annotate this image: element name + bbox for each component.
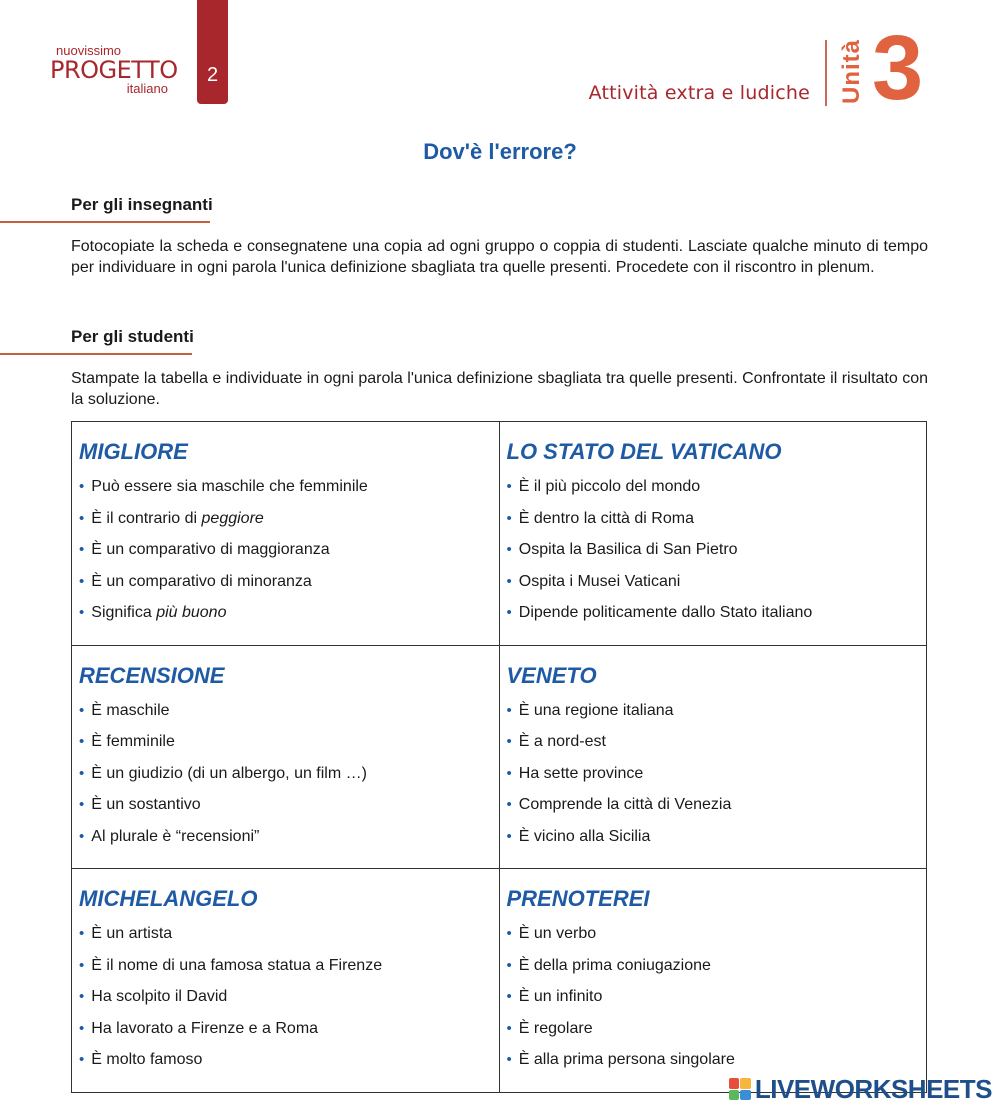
bullet-icon: • — [506, 701, 512, 719]
definition-text: Ha sette province — [518, 764, 644, 782]
definition-text: Al plurale è “recensioni” — [91, 827, 260, 845]
bullet-icon: • — [79, 541, 85, 558]
logo-bottom-text: italiano — [126, 81, 168, 96]
students-heading: Per gli studenti — [71, 327, 194, 346]
bullet-icon: • — [506, 827, 512, 845]
bullet-icon: • — [506, 604, 512, 621]
bullet-icon: • — [79, 478, 85, 495]
definition-item[interactable] — [79, 503, 493, 535]
definition-text: È a nord-est — [518, 733, 606, 751]
word-title: MICHELANGELO — [79, 886, 258, 912]
bullet-icon: • — [506, 1051, 512, 1069]
bullet-icon: • — [79, 509, 85, 527]
definition-item[interactable] — [79, 981, 493, 1013]
definition-item[interactable] — [507, 758, 921, 790]
definition-item[interactable] — [507, 918, 921, 950]
definition-item[interactable] — [507, 597, 921, 629]
teachers-instructions: Fotocopiate la scheda e consegnatene una copia ad ogni gruppo o coppia di studenti. Lasciate qualche minuto di tempo per individuare in ogni parola l'unica definizione sbagliata tra quelle presenti. Procedete con il riscontro in plenum. — [71, 238, 928, 276]
definition-text: È un comparativo di maggioranza — [91, 541, 330, 558]
unit-label: Unità — [838, 39, 865, 104]
bullet-icon: • — [506, 764, 512, 782]
definition-text: Ospita la Basilica di San Pietro — [518, 541, 738, 558]
definition-text: È molto famoso — [91, 1051, 203, 1069]
word-title: LO STATO DEL VATICANO — [506, 439, 782, 464]
definition-text: Significa — [91, 604, 157, 621]
bullet-icon: • — [79, 733, 85, 751]
bullet-icon: • — [506, 572, 512, 590]
definition-list — [79, 918, 493, 1076]
bullet-icon: • — [506, 796, 512, 814]
bullet-icon: • — [79, 1051, 85, 1069]
page-title: Dov'è l'errore? — [423, 139, 577, 164]
bullet-icon: • — [506, 509, 512, 527]
definition-item[interactable] — [79, 1044, 493, 1076]
bullet-icon: • — [79, 604, 85, 621]
definition-text: È un infinito — [518, 988, 603, 1006]
definition-item[interactable] — [507, 726, 921, 758]
section-title: Attività extra e ludiche — [588, 82, 810, 104]
definition-item[interactable] — [507, 821, 921, 853]
word-cell — [72, 422, 500, 646]
definition-item[interactable] — [79, 726, 493, 758]
definition-item[interactable] — [79, 789, 493, 821]
definition-text: È regolare — [518, 1019, 593, 1037]
volume-tab — [197, 0, 228, 104]
definition-list — [79, 471, 493, 629]
definition-item[interactable] — [507, 566, 921, 598]
word-cell — [499, 869, 927, 1093]
word-title: MIGLIORE — [79, 439, 188, 464]
definition-text: Comprende la città di Venezia — [518, 796, 732, 814]
definition-item[interactable] — [79, 821, 493, 853]
definition-item[interactable] — [79, 566, 493, 598]
bullet-icon: • — [506, 925, 512, 943]
bullet-icon: • — [79, 701, 85, 719]
definition-item[interactable] — [507, 695, 921, 727]
definition-item[interactable] — [79, 918, 493, 950]
definition-text: È un giudizio (di un albergo, un film …) — [91, 764, 367, 782]
definition-text: È dentro la città di Roma — [518, 509, 694, 527]
publisher-logo — [50, 44, 180, 96]
definition-list — [507, 471, 921, 629]
teachers-heading-rule — [0, 221, 210, 223]
unit-number: 3 — [872, 17, 924, 119]
definition-text: È un verbo — [518, 925, 597, 943]
definition-list — [507, 918, 921, 1076]
definition-emphasis: peggiore — [201, 509, 264, 527]
bullet-icon: • — [79, 988, 85, 1006]
definition-text: Dipende politicamente dallo Stato italiano — [518, 604, 813, 621]
bullet-icon: • — [506, 478, 512, 495]
students-heading-rule — [0, 353, 192, 355]
definition-text: È un comparativo di minoranza — [91, 572, 312, 590]
bullet-icon: • — [506, 988, 512, 1006]
header-divider — [825, 40, 827, 106]
definition-text: È maschile — [91, 701, 170, 719]
definition-list — [79, 695, 493, 853]
word-cell — [72, 869, 500, 1093]
definition-item[interactable] — [507, 950, 921, 982]
definition-text: Ha lavorato a Firenze e a Roma — [91, 1019, 319, 1037]
bullet-icon: • — [79, 764, 85, 782]
definition-item[interactable] — [79, 471, 493, 503]
definition-text: È vicino alla Sicilia — [518, 827, 651, 845]
definition-text: È della prima coniugazione — [518, 956, 711, 974]
definition-item[interactable] — [507, 503, 921, 535]
word-cell — [499, 645, 927, 869]
definition-text: È una regione italiana — [518, 701, 674, 719]
bullet-icon: • — [506, 733, 512, 751]
definition-text: È il contrario di — [91, 509, 202, 527]
definition-text: Ha scolpito il David — [91, 988, 228, 1006]
word-title: VENETO — [506, 662, 597, 688]
definition-text: Può essere sia maschile che femminile — [91, 478, 368, 495]
word-title: PRENOTEREI — [506, 886, 650, 912]
exercise-table — [71, 421, 927, 1093]
bullet-icon: • — [506, 1019, 512, 1037]
definition-item[interactable] — [507, 1044, 921, 1076]
liveworksheets-watermark[interactable] — [729, 1076, 992, 1102]
bullet-icon: • — [79, 956, 85, 974]
definition-item[interactable] — [507, 471, 921, 503]
definition-item[interactable] — [507, 534, 921, 566]
definition-text: Ospita i Musei Vaticani — [518, 572, 681, 590]
definition-text: È femminile — [91, 733, 175, 751]
definition-item[interactable] — [79, 534, 493, 566]
definition-text: È il più piccolo del mondo — [518, 478, 701, 495]
definition-list — [507, 695, 921, 853]
teachers-heading: Per gli insegnanti — [71, 195, 213, 214]
definition-text: È il nome di una famosa statua a Firenze — [91, 956, 383, 974]
word-cell — [499, 422, 927, 646]
definition-text: È un sostantivo — [91, 796, 201, 814]
definition-item[interactable] — [79, 695, 493, 727]
definition-item[interactable] — [507, 981, 921, 1013]
definition-item[interactable] — [79, 950, 493, 982]
bullet-icon: • — [506, 956, 512, 974]
bullet-icon: • — [79, 796, 85, 814]
definition-item[interactable] — [507, 1013, 921, 1045]
definition-item[interactable] — [79, 1013, 493, 1045]
bullet-icon: • — [79, 827, 85, 845]
word-title: RECENSIONE — [79, 662, 225, 688]
bullet-icon: • — [79, 925, 85, 943]
definition-text: È alla prima persona singolare — [518, 1051, 735, 1069]
logo-top-text: nuovissimo — [56, 43, 122, 58]
watermark-text: LIVEWORKSHEETS — [754, 1074, 992, 1104]
definition-item[interactable] — [79, 597, 493, 629]
liveworksheets-logo-icon — [729, 1078, 751, 1100]
definition-item[interactable] — [507, 789, 921, 821]
bullet-icon: • — [79, 572, 85, 590]
definition-emphasis: più buono — [156, 604, 227, 621]
logo-main-text: PROGETTO — [50, 56, 178, 84]
bullet-icon: • — [79, 1019, 85, 1037]
volume-number: 2 — [206, 63, 219, 86]
bullet-icon: • — [506, 541, 512, 558]
word-cell — [72, 645, 500, 869]
students-instructions: Stampate la tabella e individuate in ogni parola l'unica definizione sbagliata tra quelle presenti. Confrontate il risultato con la soluzione. — [71, 370, 928, 408]
definition-text: È un artista — [91, 925, 173, 943]
definition-item[interactable] — [79, 758, 493, 790]
